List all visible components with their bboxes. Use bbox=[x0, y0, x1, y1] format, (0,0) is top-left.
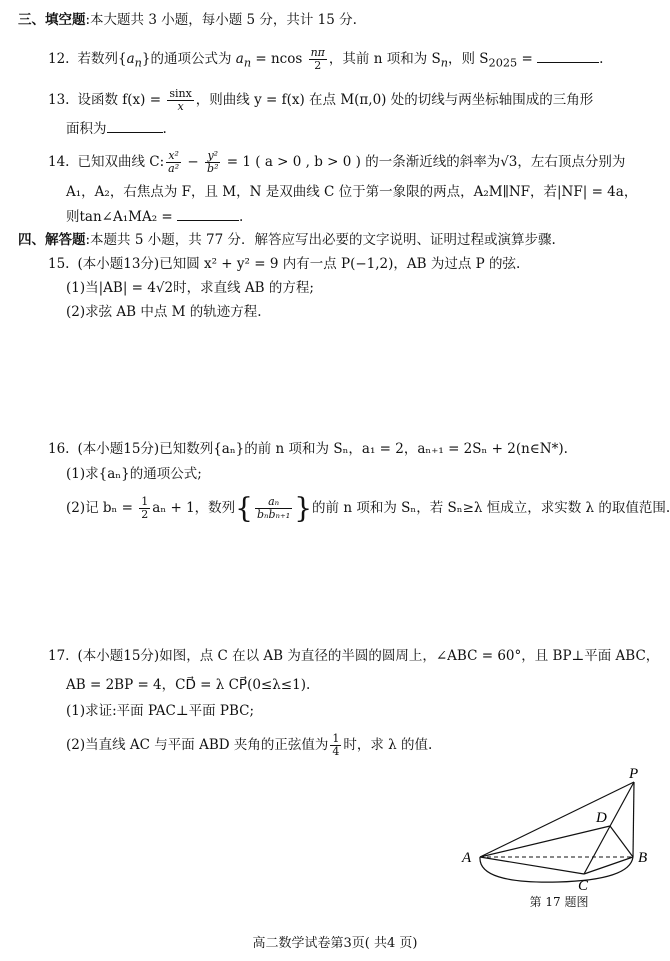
q14-fraction-x bbox=[166, 150, 181, 175]
segment-bp bbox=[633, 782, 634, 857]
q13-line-2: 面积为 bbox=[66, 121, 107, 137]
q15-sub-1: (1)当|AB| = 4√2时，求直线 AB 的方程; bbox=[66, 280, 314, 296]
q12-formula-left: a bbox=[235, 51, 244, 67]
q16-text: (本小题15分)已知数列{aₙ}的前 n 项和为 Sₙ，a₁ = 2，aₙ₊₁ = 2Sₙ + 2(n∈N*). bbox=[77, 441, 568, 457]
q16-seq-num: aₙ bbox=[255, 496, 292, 509]
geometry-diagram bbox=[458, 762, 660, 892]
label-a: A bbox=[462, 850, 472, 866]
q12-answer-blank[interactable] bbox=[537, 48, 599, 63]
q13-frac-num: sinx bbox=[169, 87, 192, 100]
figure-17 bbox=[458, 762, 660, 910]
right-brace-icon: } bbox=[294, 491, 313, 525]
question-13-number: 13. bbox=[48, 92, 70, 108]
label-c: C bbox=[578, 878, 589, 892]
q17-text: (本小题15分)如图，点 C 在以 AB 为直径的半圆的圆周上，∠ABC = 60°，且 BP⊥平面 ABC， bbox=[77, 648, 660, 664]
q17-sub-2-b: 时，求 λ 的值. bbox=[343, 737, 433, 753]
q16-half-fraction bbox=[139, 496, 150, 521]
q14-frac2-num: y² bbox=[205, 150, 220, 163]
segment-ap bbox=[480, 782, 634, 857]
q16-half-num: 1 bbox=[141, 495, 149, 508]
q14-frac1-num: x² bbox=[166, 150, 181, 163]
segment-db bbox=[610, 826, 633, 857]
question-12: 12. 若数列$\{a_n\}$的通项公式为 $a_n = ncos$ $\frac{n\pi}{2}$ ，其前 n 项和为 $S_n$，则 $S_{2025}$ = . bbox=[48, 46, 604, 72]
q13-text-1: 设函数 f(x) = bbox=[77, 92, 166, 108]
q14-minus: − bbox=[183, 154, 204, 170]
section-4-heading: 四、解答题 bbox=[18, 232, 86, 248]
q12-end: . bbox=[599, 51, 604, 67]
q13-frac-den: x bbox=[177, 100, 184, 113]
question-16-sub-2 bbox=[66, 491, 670, 525]
q14-text-1: 已知双曲线 C: bbox=[77, 154, 165, 170]
section-3-desc: :本大题共 3 小题，每小题 5 分，共计 15 分. bbox=[85, 12, 357, 28]
q12-frac-num: nπ bbox=[310, 46, 325, 59]
q12-frac-den: 2 bbox=[314, 59, 322, 72]
q12-text-3: ，其前 n 项和为 S bbox=[328, 51, 441, 67]
question-15-sub-1 bbox=[66, 278, 314, 298]
question-17-sub-1 bbox=[66, 701, 254, 721]
q14-fraction-y bbox=[205, 150, 220, 175]
segment-ac bbox=[480, 857, 584, 874]
q12-sub-n: n bbox=[134, 56, 142, 70]
q13-fraction bbox=[167, 88, 193, 113]
q17-quarter-fraction bbox=[330, 733, 341, 758]
q12-text-2: }的通项公式为 bbox=[141, 51, 236, 67]
segment-ad bbox=[480, 826, 610, 857]
segment-cp bbox=[584, 782, 634, 874]
section-3-header bbox=[18, 10, 357, 30]
question-14-number: 14. bbox=[48, 154, 70, 170]
q17-quarter-den: 4 bbox=[332, 745, 340, 758]
q15-sub-2: (2)求弦 AB 中点 M 的轨迹方程. bbox=[66, 304, 262, 320]
q17-sub-1: (1)求证:平面 PAC⊥平面 PBC; bbox=[66, 703, 255, 719]
q12-text-5: = bbox=[517, 51, 538, 67]
q14-line-2: A₁，A₂，右焦点为 F，且 M，N 是双曲线 C 位于第一象限的两点，A₂M∥NF，若|NF| = 4a， bbox=[66, 184, 638, 200]
section-4-desc: :本题共 5 小题，共 77 分．解答应写出必要的文字说明、证明过程或演算步骤. bbox=[85, 232, 556, 248]
q16-sub-2-a: (2)记 bₙ = bbox=[66, 500, 138, 516]
q12-a: a bbox=[126, 51, 135, 67]
q16-sub-2-b: aₙ + 1，数列 bbox=[152, 500, 236, 516]
label-d: D bbox=[596, 810, 607, 826]
q16-seq-den: bₙbₙ₊₁ bbox=[257, 508, 291, 521]
q17-line-2: AB = 2BP = 4，CD⃗ = λ CP⃗(0≤λ≤1). bbox=[66, 677, 311, 693]
q13-text-2: ，则曲线 y = f(x) 在点 M(π,0) 处的切线与两坐标轴围成的三角形 bbox=[195, 92, 594, 108]
page-footer: 高二数学试卷第3页( 共4 页) bbox=[252, 936, 418, 951]
label-p: P bbox=[629, 766, 639, 782]
q14-line-3: 则tan∠A₁MA₂ = bbox=[66, 209, 178, 225]
q16-sub-1: (1)求{aₙ}的通项公式; bbox=[66, 466, 202, 482]
question-14-line-2 bbox=[66, 182, 637, 202]
q14-end: . bbox=[239, 209, 244, 225]
question-14 bbox=[48, 150, 625, 175]
left-brace-icon: { bbox=[235, 491, 253, 525]
question-13 bbox=[48, 88, 593, 113]
q16-half-den: 2 bbox=[141, 508, 149, 521]
question-15-sub-2 bbox=[66, 302, 262, 322]
q17-quarter-num: 1 bbox=[332, 732, 340, 745]
section-3-heading: 三、填空题 bbox=[18, 12, 86, 28]
question-12-number: 12. bbox=[48, 51, 70, 67]
q12-s-sub: 2025 bbox=[488, 56, 518, 70]
q14-text-2: = 1 ( a > 0 , b > 0 ) 的一条渐近线的斜率为√3，左右顶点分别为 bbox=[222, 154, 626, 170]
q12-fraction bbox=[309, 47, 327, 72]
question-14-line-3 bbox=[66, 206, 243, 227]
question-16-number: 16. bbox=[48, 441, 70, 457]
question-15 bbox=[48, 254, 520, 274]
question-17-line-2 bbox=[66, 675, 310, 695]
q14-frac1-den: a² bbox=[168, 162, 180, 175]
question-17-number: 17. bbox=[48, 648, 70, 664]
q12-text-4: ，则 S bbox=[448, 51, 489, 67]
section-4-header bbox=[18, 230, 556, 250]
q13-answer-blank[interactable] bbox=[107, 118, 163, 133]
question-16 bbox=[48, 439, 568, 459]
q15-text: (本小题13分)已知圆 x² + y² = 9 内有一点 P(−1,2)，AB 为过点 P 的弦. bbox=[77, 256, 521, 272]
q12-formula-eq: = ncos bbox=[251, 51, 307, 67]
question-16-sub-1 bbox=[66, 464, 202, 484]
q16-seq-fraction bbox=[255, 496, 292, 521]
q17-sub-2-a: (2)当直线 AC 与平面 ABD 夹角的正弦值为 bbox=[66, 737, 329, 753]
question-17 bbox=[48, 646, 659, 666]
q14-frac2-den: b² bbox=[207, 162, 219, 175]
q16-sub-2-c: 的前 n 项和为 Sₙ，若 Sₙ≥λ 恒成立，求实数 λ 的取值范围. bbox=[312, 500, 670, 516]
question-17-sub-2 bbox=[66, 733, 432, 758]
figure-caption: 第 17 题图 bbox=[529, 895, 589, 909]
q13-end: . bbox=[162, 121, 167, 137]
label-b: B bbox=[638, 850, 648, 866]
question-15-number: 15. bbox=[48, 256, 70, 272]
q12-text-1: 若数列{ bbox=[77, 51, 127, 67]
question-13-line-2 bbox=[66, 118, 167, 139]
q14-answer-blank[interactable] bbox=[177, 206, 239, 221]
